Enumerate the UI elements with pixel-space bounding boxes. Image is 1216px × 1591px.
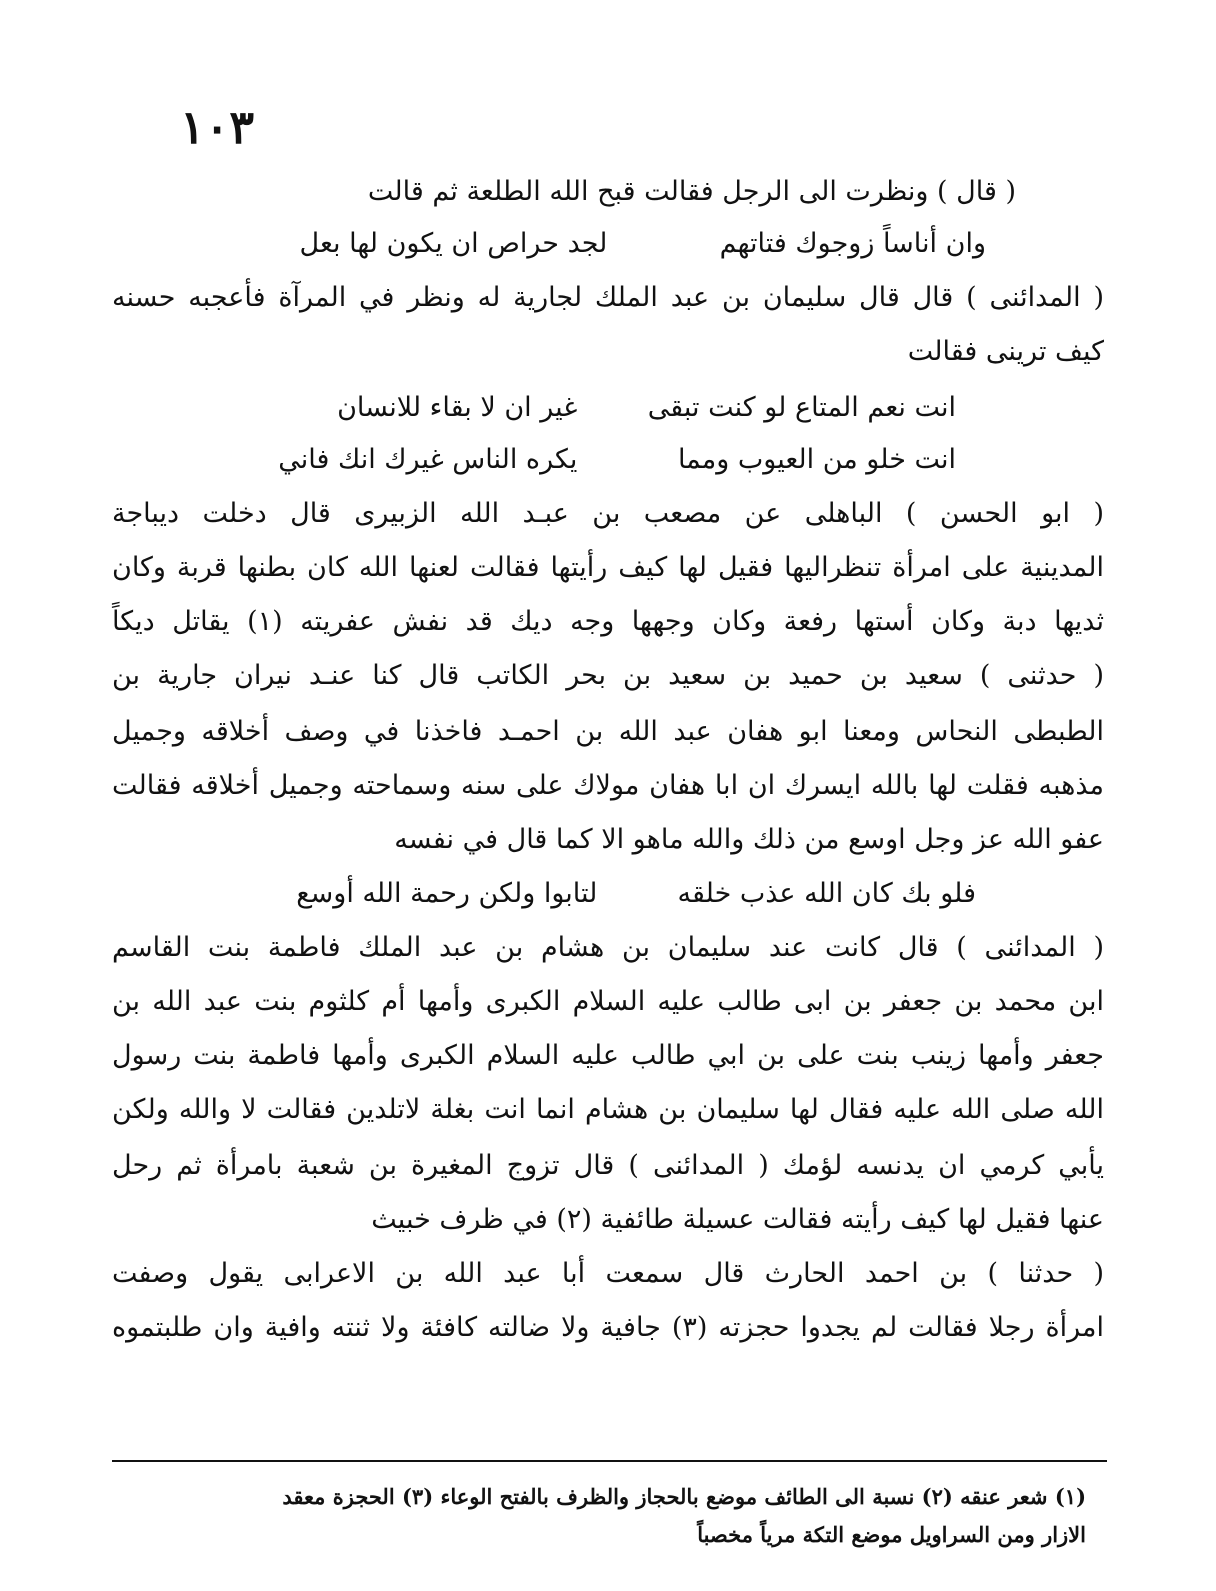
text-line: ( حدثنى ) سعيد بن حميد بن سعيد بن بحر الكاتب قال كنا عنـد نيران جارية بن — [112, 660, 1104, 691]
text-line: ( المدائنى ) قال قال سليمان بن عبد الملك لجارية له ونظر في المرآة فأعجبه حسنه — [112, 282, 1104, 313]
text-line: ابن محمد بن جعفر بن ابى طالب عليه السلام الكبرى وأمها أم كلثوم بنت عبد الله بن — [112, 986, 1104, 1017]
verse-hemistich-second: لجد حراص ان يكون لها بعل — [299, 228, 608, 259]
text-line: الله صلى الله عليه فقال لها سليمان بن هشام انما انت بغلة لاتلدين فقالت لا والله ولكن — [112, 1094, 1104, 1125]
text-line: امرأة رجلا فقالت لم يجدوا حجزته (٣) جافية ولا ضالته كافئة ولا ثنته وافية وان طلبتموه — [112, 1312, 1104, 1343]
text-line: ( المدائنى ) قال كانت عند سليمان بن هشام بن عبد الملك فاطمة بنت القاسم — [112, 932, 1104, 963]
footnote-line: الازار ومن السراويل موضع التكة مرياً مخصباً — [697, 1522, 1086, 1547]
verse-hemistich-first: وان أناساً زوجوك فتاتهم — [719, 228, 986, 259]
verse — [256, 872, 976, 916]
text-line: عفو الله عز وجل اوسع من ذلك والله ماهو الا كما قال في نفسه — [394, 824, 1104, 855]
footnote-line: (١) شعر عنقه (٢) نسبة الى الطائف موضع بالحجاز والظرف بالفتح الوعاء (٣) الحجزة معقد — [282, 1484, 1086, 1509]
text-line: عنها فقيل لها كيف رأيته فقالت عسيلة طائفية (٢) في ظرف خبيث — [371, 1204, 1104, 1235]
text-line: يأبي كرمي ان يدنسه لؤمك ( المدائنى ) قال تزوج المغيرة بن شعبة بامرأة ثم رحل — [112, 1150, 1104, 1181]
text-line: ( ابو الحسن ) الباهلى عن مصعب بن عبـد الله الزبيرى قال دخلت ديباجة — [112, 498, 1104, 529]
footnote-divider — [112, 1460, 1107, 1462]
text-line: ثديها دبة وكان أستها رفعة وكان وجهها وجه ديك قد نفش عفريته (١) يقاتل ديكاً — [112, 606, 1104, 637]
verse — [236, 438, 956, 482]
text-line: مذهبه فقلت لها بالله ايسرك ان ابا هفان مولاك على سنه وسماحته وجميل أخلاقه فقالت — [112, 770, 1104, 801]
page-number: ١٠٣ — [180, 100, 255, 154]
text-line: الطبطى النحاس ومعنا ابو هفان عبد الله بن احمـد فاخذنا في وصف أخلاقه وجميل — [112, 716, 1104, 747]
verse-hemistich-second: يكره الناس غيرك انك فاني — [278, 444, 578, 475]
text-line: ( حدثنا ) بن احمد الحارث قال سمعت أبا عبد الله بن الاعرابى يقول وصفت — [112, 1258, 1104, 1289]
verse-hemistich-first: فلو بك كان الله عذب خلقه — [677, 878, 976, 909]
text-line: كيف ترينى فقالت — [907, 336, 1104, 367]
verse-hemistich-first: انت نعم المتاع لو كنت تبقى — [647, 392, 956, 423]
verse-hemistich-second: لتابوا ولكن رحمة الله أوسع — [296, 878, 598, 909]
verse-hemistich-second: غير ان لا بقاء للانسان — [337, 392, 578, 423]
verse-hemistich-first: انت خلو من العيوب ومما — [677, 444, 956, 475]
text-line: ( قال ) ونظرت الى الرجل فقالت قبح الله الطلعة ثم قالت — [367, 176, 1016, 207]
text-line: جعفر وأمها زينب بنت على بن ابي طالب عليه السلام الكبرى وأمها فاطمة بنت رسول — [112, 1040, 1104, 1071]
verse — [266, 222, 986, 266]
text-line: المدينية على امرأة تنظراليها فقيل لها كيف رأيتها فقالت لعنها الله كان بطنها قربة وكان — [112, 552, 1104, 583]
verse — [236, 386, 956, 430]
